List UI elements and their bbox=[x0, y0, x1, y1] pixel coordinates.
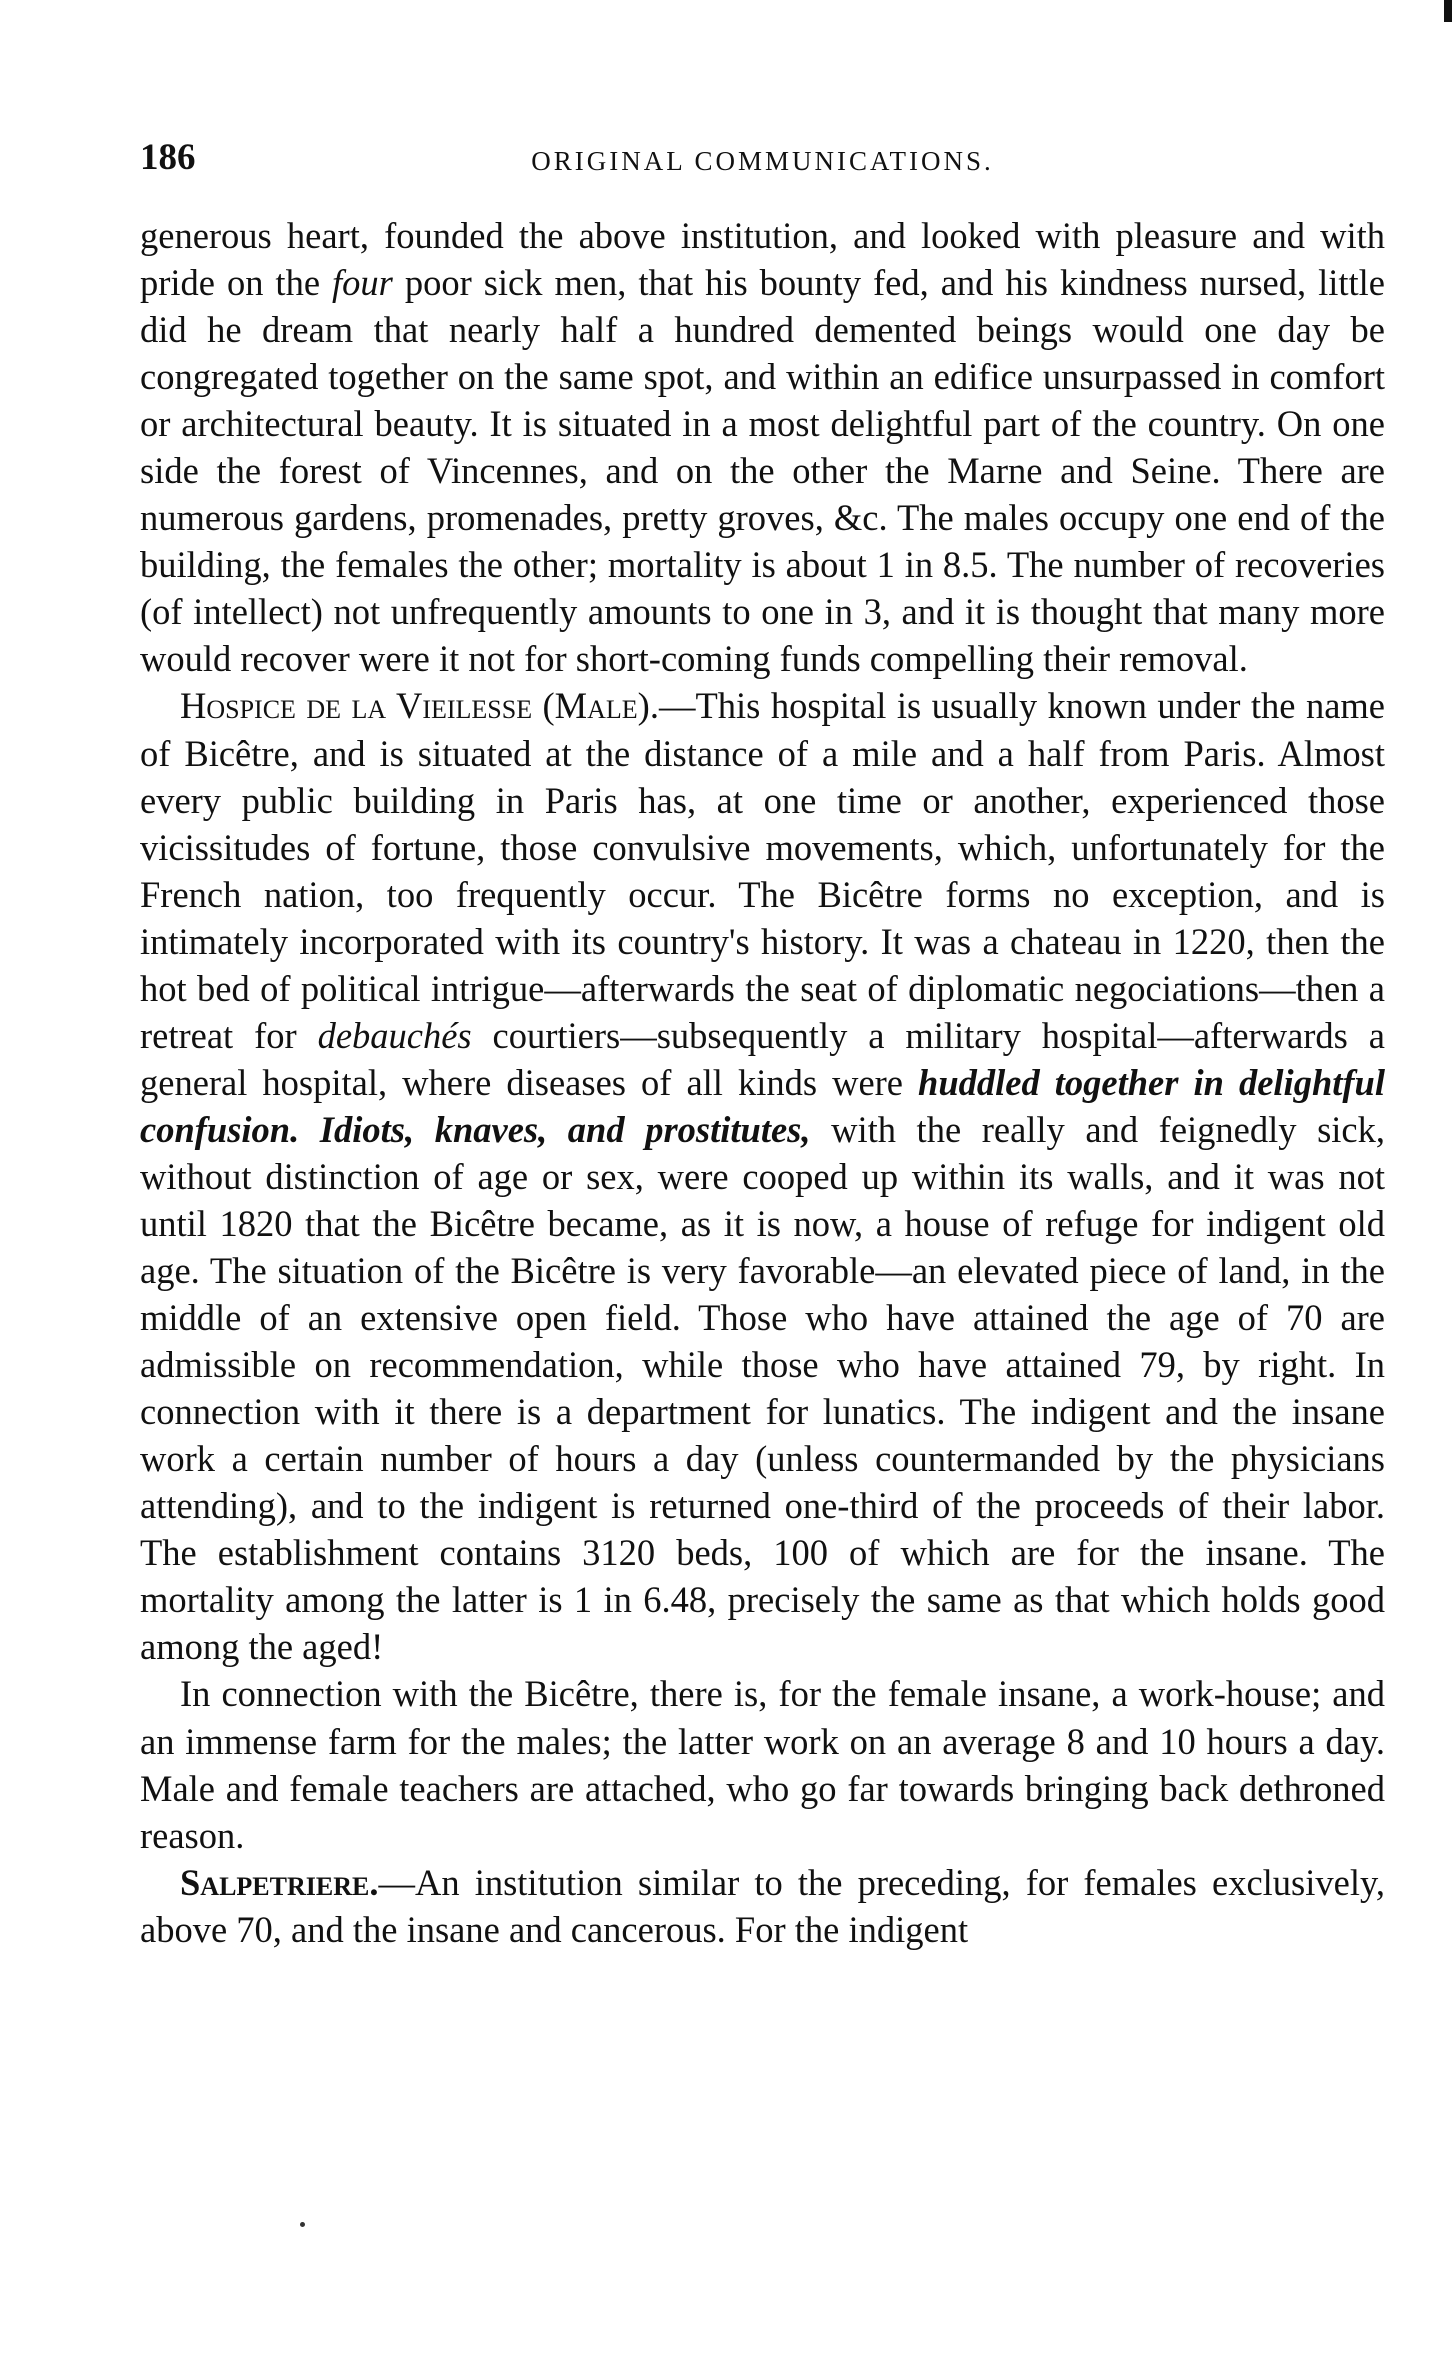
running-title: ORIGINAL COMMUNICATIONS. bbox=[531, 146, 994, 176]
emphasis-four: four bbox=[332, 262, 393, 304]
paragraph-salpetriere bbox=[140, 1859, 1385, 1953]
section-heading-salpetriere: Salpetriere. bbox=[180, 1861, 379, 1903]
paragraph-text: poor sick men, that his bounty fed, and his kindness nursed, little did he dream that nearly half a hundred demented beings would one day be congregated together on the same spot, and within an edifice unsurpassed in comfort or architectural beauty. It is situated in a most delightful part of the country. On one side the forest of Vincennes, and on the other the Marne and Seine. There are numerous gardens, promenades, pretty groves, &c. The males occupy one end of the building, the females the other; mortality is about 1 in 8.5. The number of recoveries (of intellect) not unfrequently amounts to one in 3, and it is thought that many more would recover were it not for short-coming funds compelling their removal. bbox=[140, 262, 1385, 680]
paragraph-text: generous heart, founded the above institution, and looked with pleasure and with pride on the bbox=[140, 215, 1385, 304]
paragraph-workhouse bbox=[140, 1670, 1385, 1858]
paragraph-hospice-vieilesse bbox=[140, 682, 1385, 1670]
emphasis-huddled: huddled together in delightful confusion. Idiots, knaves, and prostitutes, bbox=[140, 1061, 1385, 1150]
paragraph-text: —An institution similar to the preceding, for females exclusively, above 70, and the insane and cancerous. For the indigent bbox=[140, 1861, 1385, 1950]
paragraph-text: —This hospital is usually known under the name of Bicêtre, and is situated at the distance of a mile and a half from Paris. Almost every public building in Paris has, at one time or another, experienced those vicissitudes of fortune, those convulsive movements, which, unfortunately for the French nation, too frequently occur. The Bicêtre forms no exception, and is intimately incorporated with its country's history. It was a chateau in 1220, then the hot bed of political intrigue—afterwards the seat of diplomatic negociations—then a retreat for bbox=[140, 685, 1385, 1056]
emphasis-debauches: debauchés bbox=[317, 1014, 472, 1056]
stray-ink-mark bbox=[300, 2222, 305, 2227]
page-edge-mark bbox=[1444, 0, 1452, 22]
body-text bbox=[140, 212, 1385, 1953]
paragraph-bicetre-intro bbox=[140, 212, 1385, 682]
section-heading-hospice: Hospice de la Vieilesse (Male). bbox=[180, 685, 659, 727]
paragraph-text: In connection with the Bicêtre, there is, for the female insane, a work-house; and an immense farm for the males; the latter work on an average 8 and 10 hours a day. Male and female teachers are attached, who go far towards bringing back dethroned reason. bbox=[140, 1673, 1385, 1856]
paragraph-text: with the really and feignedly sick, without distinction of age or sex, were cooped up within its walls, and it was not until 1820 that the Bicêtre became, as it is now, a house of refuge for indigent old age. The situation of the Bicêtre is very favorable—an elevated piece of land, in the middle of an extensive open field. Those who have attained the age of 70 are admissible on recommendation, while those who have attained 79, by right. In connection with it there is a department for lunatics. The indigent and the insane work a certain number of hours a day (unless countermanded by the physicians attending), and to the indigent is returned one-third of the proceeds of their labor. The establishment contains 3120 beds, 100 of which are for the insane. The mortality among the latter is 1 in 6.48, precisely the same as that which holds good among the aged! bbox=[140, 1108, 1386, 1668]
page-number: 186 bbox=[140, 137, 196, 178]
page-header bbox=[140, 136, 1385, 186]
paragraph-text: courtiers—subsequently a military hospital—afterwards a general hospital, where diseases of all kinds were bbox=[140, 1014, 1385, 1103]
